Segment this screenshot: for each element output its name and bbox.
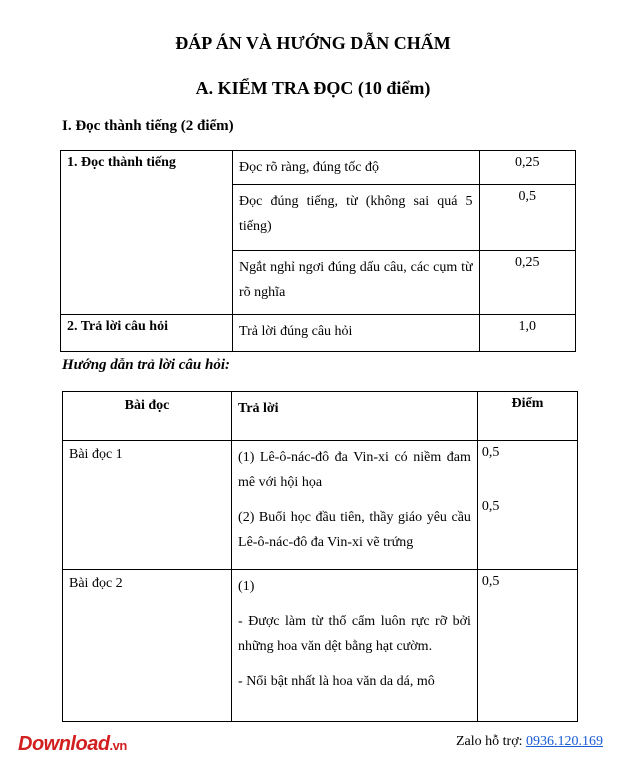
table-row bbox=[61, 315, 576, 352]
reading-name: Bài đọc 2 bbox=[63, 570, 232, 722]
answer-guide-heading: Hướng dẫn trả lời câu hỏi: bbox=[62, 357, 231, 373]
score-value: 0,5 bbox=[481, 499, 500, 514]
logo-text: Download bbox=[18, 733, 110, 755]
criteria-label: 2. Trả lời câu hỏi bbox=[61, 315, 233, 352]
score-value: 0,5 bbox=[481, 574, 500, 589]
answer-guide-table bbox=[62, 391, 578, 722]
table-header-row bbox=[63, 392, 578, 441]
download-logo[interactable] bbox=[18, 733, 127, 756]
answer-text: (2) Buổi học đầu tiên, thầy giáo yêu cầu Lê-ô-nác-đô đa Vin-xi vẽ trứng bbox=[238, 510, 471, 550]
logo-domain: .vn bbox=[109, 738, 127, 753]
table-row bbox=[63, 570, 578, 722]
table-row bbox=[61, 151, 576, 185]
column-header-answer: Trả lời bbox=[232, 392, 478, 441]
column-header-reading: Bài đọc bbox=[63, 392, 232, 441]
support-contact bbox=[456, 734, 603, 750]
column-header-score: Điểm bbox=[477, 392, 577, 441]
answer-cell bbox=[232, 441, 478, 570]
support-phone-link[interactable]: 0936.120.169 bbox=[526, 734, 603, 749]
support-label: Zalo hỗ trợ: bbox=[456, 734, 523, 749]
score-value: 0,5 bbox=[481, 445, 500, 460]
reading-name: Bài đọc 1 bbox=[63, 441, 232, 570]
score-cell bbox=[477, 441, 577, 570]
answer-cell bbox=[232, 570, 478, 722]
section-title: A. KIỂM TRA ĐỌC (10 điểm) bbox=[195, 78, 431, 98]
reading-aloud-table bbox=[60, 150, 576, 352]
document-title: ĐÁP ÁN VÀ HƯỚNG DẪN CHẤM bbox=[175, 33, 451, 53]
criteria-text: Đọc đúng tiếng, từ (không sai quá 5 tiếng) bbox=[233, 185, 480, 251]
answer-text: (1) bbox=[238, 579, 255, 594]
reading-aloud-heading: I. Đọc thành tiếng (2 điểm) bbox=[62, 118, 234, 134]
answer-text: - Nổi bật nhất là hoa văn da dá, mô bbox=[238, 674, 435, 689]
score-cell: 0,5 bbox=[479, 185, 575, 251]
score-cell: 0,25 bbox=[479, 251, 575, 315]
criteria-text: Trả lời đúng câu hỏi bbox=[233, 315, 480, 352]
answer-text: (1) Lê-ô-nác-đô đa Vin-xi có niềm đam mê với hội họa bbox=[238, 450, 471, 490]
criteria-label: 1. Đọc thành tiếng bbox=[61, 151, 233, 315]
score-cell: 0,25 bbox=[479, 151, 575, 185]
score-cell: 1,0 bbox=[479, 315, 575, 352]
criteria-text: Đọc rõ ràng, đúng tốc độ bbox=[233, 151, 480, 185]
answer-text: - Được làm từ thổ cẩm luôn rực rỡ bởi những hoa văn dệt bằng hạt cườm. bbox=[238, 614, 471, 654]
score-cell bbox=[477, 570, 577, 722]
criteria-text: Ngắt nghỉ ngơi đúng dấu câu, các cụm từ rõ nghĩa bbox=[233, 251, 480, 315]
table-row bbox=[63, 441, 578, 570]
